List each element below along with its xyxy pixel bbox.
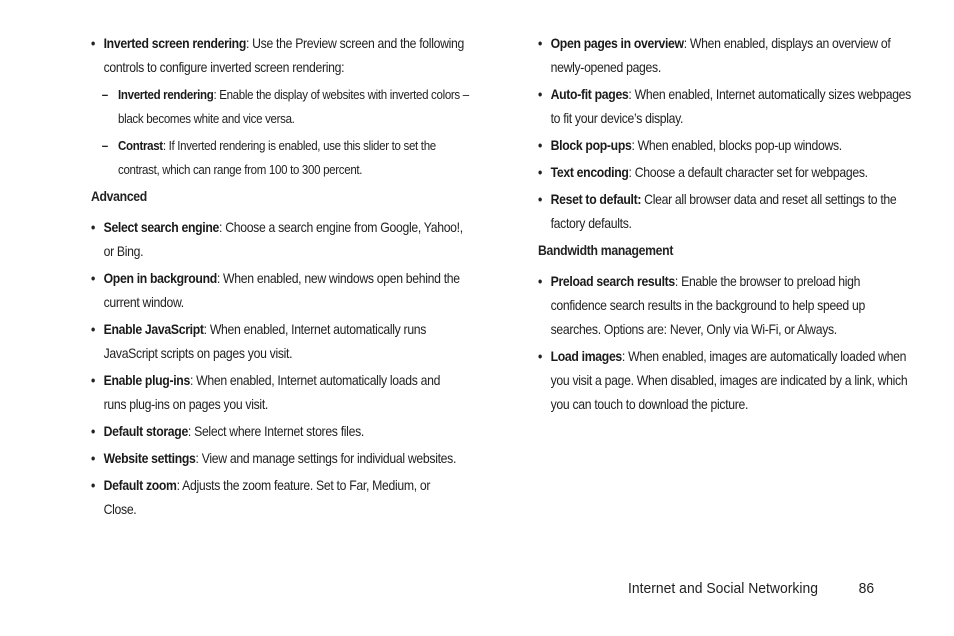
list-item xyxy=(538,134,912,158)
item-description: : When enabled, Internet automatically loads and runs plug-ins on pages you visit. xyxy=(103,373,441,412)
item-term: Enable JavaScript xyxy=(103,322,204,337)
item-term: Open pages in overview xyxy=(550,36,684,51)
list-item xyxy=(91,474,465,522)
item-description: : When enabled, images are automatically loaded when you visit a page. When disabled, images are indicated by a link, which you can touch to download the picture. xyxy=(550,349,908,412)
section-heading-bandwidth: Bandwidth management xyxy=(538,243,674,258)
page-number: 86 xyxy=(858,580,875,597)
item-term: Contrast xyxy=(118,138,163,153)
item-term: Website settings xyxy=(103,451,196,466)
item-description: : When enabled, new windows open behind the current window. xyxy=(103,271,460,310)
item-description: : Choose a search engine from Google, Yahoo!, or Bing. xyxy=(103,220,463,259)
item-description: : Enable the display of websites with inverted colors – black becomes white and vice versa. xyxy=(118,87,469,126)
item-description: : Select where Internet stores files. xyxy=(187,424,364,439)
dash-marker: – xyxy=(101,87,108,102)
item-term: Open in background xyxy=(103,271,217,286)
item-term: Enable plug-ins xyxy=(103,373,190,388)
sub-list-item xyxy=(91,134,480,182)
item-term: Default zoom xyxy=(103,478,177,493)
item-term: Select search engine xyxy=(103,220,220,235)
list-item xyxy=(91,267,465,315)
item-term: Inverted rendering xyxy=(118,87,214,102)
list-item xyxy=(91,318,465,366)
list-item xyxy=(538,161,912,185)
item-description: : Use the Preview screen and the following controls to configure inverted screen rendering: xyxy=(103,36,464,75)
item-term: Default storage xyxy=(103,424,188,439)
item-description: : Adjusts the zoom feature. Set to Far, Medium, or Close. xyxy=(103,478,431,517)
list-item xyxy=(538,83,912,131)
list-item xyxy=(538,32,912,80)
list-item xyxy=(91,216,465,264)
sub-list-item xyxy=(91,83,480,131)
list-item xyxy=(538,345,912,417)
item-description: : View and manage settings for individual websites. xyxy=(195,451,457,466)
item-term: Auto-fit pages xyxy=(550,87,629,102)
dash-marker: – xyxy=(101,138,108,153)
item-description: : When enabled, displays an overview of newly-opened pages. xyxy=(550,36,891,75)
item-description: : Choose a default character set for webpages. xyxy=(628,165,868,180)
item-description: : When enabled, Internet automatically runs JavaScript scripts on pages you visit. xyxy=(103,322,427,361)
section-heading-advanced: Advanced xyxy=(91,189,147,204)
item-description: : Enable the browser to preload high confidence search results in the background to help speed up searches. Options are: Never, Only via Wi-Fi, or Always. xyxy=(550,274,865,337)
list-item xyxy=(91,420,465,444)
right-column xyxy=(538,32,911,420)
item-term: Load images xyxy=(550,349,622,364)
item-term: Block pop-ups xyxy=(550,138,632,153)
list-item xyxy=(91,32,465,80)
list-item xyxy=(91,369,465,417)
item-term: Preload search results xyxy=(550,274,675,289)
item-term: Reset to default: xyxy=(550,192,642,207)
item-term: Text encoding xyxy=(550,165,629,180)
left-column xyxy=(91,32,469,525)
list-item xyxy=(538,188,912,236)
list-item xyxy=(91,447,465,471)
item-description: : When enabled, Internet automatically sizes webpages to fit your device’s display. xyxy=(550,87,911,126)
item-description: : If Inverted rendering is enabled, use this slider to set the contrast, which can range from 100 to 300 percent. xyxy=(118,138,436,177)
item-description: Clear all browser data and reset all settings to the factory defaults. xyxy=(550,192,897,231)
list-item xyxy=(538,270,912,342)
page-footer xyxy=(628,578,875,600)
item-description: : When enabled, blocks pop-up windows. xyxy=(631,138,842,153)
footer-section-title: Internet and Social Networking xyxy=(628,580,818,597)
item-term: Inverted screen rendering xyxy=(103,36,246,51)
